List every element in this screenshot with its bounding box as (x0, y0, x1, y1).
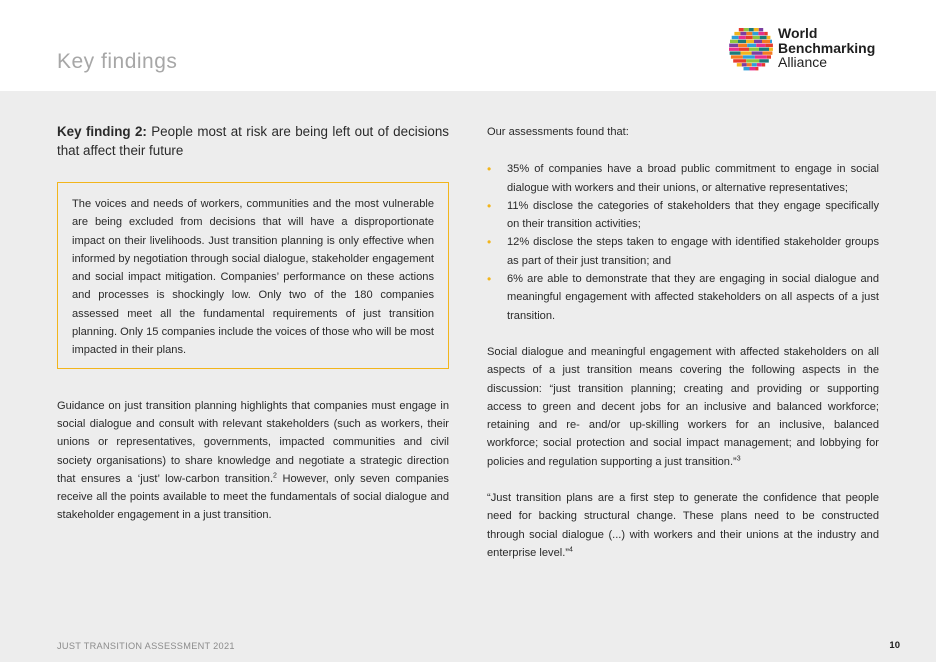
section-title: Key findings (57, 50, 178, 73)
logo-stripe (738, 44, 747, 47)
bullet-icon: • (487, 162, 492, 177)
bullet-text: 6% are able to demonstrate that they are engaging in social dialogue and meaningful engagement with affected stakeholders on all aspects of a just transition. (507, 273, 879, 322)
bullet-text: 35% of companies have a broad public commitment to engage in social dialogue with workers and their unions, or alternative representatives; (507, 163, 879, 194)
assessment-intro: Our assessments found that: (487, 126, 629, 138)
logo-text (778, 26, 875, 70)
footnote-ref-2: 2 (273, 472, 277, 480)
logo-stripe (732, 36, 739, 39)
logo-stripe (747, 63, 752, 66)
logo-stripe (729, 44, 738, 47)
bullet-icon: • (487, 272, 492, 287)
list-item (487, 233, 879, 270)
logo-stripe (755, 55, 767, 58)
footnote-ref-4: 4 (569, 546, 573, 554)
key-finding-heading (57, 122, 449, 160)
logo-line-world: World (778, 25, 818, 41)
left-column (57, 122, 449, 525)
logo-stripe (752, 63, 757, 66)
logo-stripe (744, 28, 749, 31)
logo-stripe (734, 32, 740, 35)
logo-stripe (749, 48, 759, 51)
logo-stripe (757, 63, 762, 66)
logo-stripe (739, 48, 749, 51)
social-dialogue-text: Social dialogue and meaningful engagement with affected stakeholders on all aspects of a just transition means covering the following aspects in the discussion: “just transition planning; creating and providing or supporting access to green and decent jobs for an inclusive and balanced workforce; retaining and re- and/or up-skilling workers for an inclusive, balanced workforce; social protection and social impact management; and lobbying for policies and regulation supporting a just transition.” (487, 345, 879, 468)
logo-stripe (762, 63, 765, 66)
quote-paragraph (487, 489, 879, 562)
logo-stripe (749, 28, 754, 31)
list-item (487, 197, 879, 234)
logo-stripe (746, 59, 759, 62)
right-column (487, 122, 879, 562)
logo-stripe (769, 48, 773, 51)
list-item (487, 270, 879, 325)
logo-stripe (733, 59, 746, 62)
logo-stripe (756, 44, 765, 47)
guidance-text-1: Guidance on just transition planning highlights that companies must engage in social dialogue and consult with relevant stakeholders (such as workers, their unions or representatives, governments, impacted communities and civil society organisations) to share knowledge and negotiate a strategic direction that ensures a ‘just’ low-carbon transition. (57, 399, 449, 485)
footer-report-title: JUST TRANSITION ASSESSMENT 2021 (57, 641, 235, 651)
logo-stripe (730, 40, 738, 43)
page-number: 10 (889, 640, 900, 651)
logo-stripe (752, 51, 763, 54)
logo-stripe (746, 32, 752, 35)
logo-stripe (767, 55, 771, 58)
callout-box (57, 182, 449, 369)
logo-mark-icon (728, 24, 774, 72)
logo-stripe (742, 63, 747, 66)
guidance-text-2: However, only seven companies receive all the points available to meet the fundamentals of social dialogue and stakeholder engagement in a just transition. (57, 472, 449, 522)
logo-stripe (747, 44, 756, 47)
logo-stripe (740, 32, 746, 35)
logo-stripe (729, 48, 739, 51)
logo-stripe (739, 36, 746, 39)
logo-stripe (746, 40, 754, 43)
logo-stripe (770, 40, 772, 43)
logo-stripe (756, 67, 759, 70)
logo-stripe (746, 36, 753, 39)
logo-stripe (741, 51, 752, 54)
social-dialogue-paragraph (487, 343, 879, 471)
page-header (0, 0, 936, 91)
findings-list (487, 160, 879, 325)
key-finding-title: People most at risk are being left out of decisions that affect their future (57, 124, 449, 158)
logo-stripe (758, 32, 764, 35)
logo-stripe (765, 44, 773, 47)
logo-stripe (753, 36, 760, 39)
footnote-ref-3: 3 (736, 455, 741, 463)
logo-stripe (743, 55, 755, 58)
bullet-icon: • (487, 198, 492, 213)
logo-stripe (763, 51, 773, 54)
list-item (487, 160, 879, 197)
logo-stripe (750, 67, 756, 70)
logo-stripe (739, 28, 744, 31)
logo-stripe (759, 48, 769, 51)
logo-stripe (737, 63, 742, 66)
key-finding-label: Key finding 2: (57, 124, 147, 139)
logo-line-alliance: Alliance (778, 54, 828, 70)
logo-stripe (731, 55, 743, 58)
logo-stripe (767, 36, 771, 39)
logo-stripe (744, 67, 750, 70)
logo-stripe (760, 36, 767, 39)
logo-stripe (759, 28, 763, 31)
logo-line-benchmarking: Benchmarking (778, 39, 876, 56)
wba-logo (728, 24, 888, 72)
logo-stripe (762, 40, 770, 43)
logo-stripe (738, 40, 746, 43)
bullet-text: 12% disclose the steps taken to engage with identified stakeholder groups as part of their just transition; and (507, 236, 879, 267)
quote-text: “Just transition plans are a first step to generate the confidence that people need for backing structural change. These plans need to be constructed through social dialogue (...) with workers and their unions at the industry and enterprise level.” (487, 492, 879, 559)
guidance-paragraph (57, 397, 449, 525)
logo-stripe (754, 40, 762, 43)
logo-stripe (730, 51, 741, 54)
bullet-icon: • (487, 235, 492, 250)
logo-stripe (754, 28, 759, 31)
callout-text: The voices and needs of workers, communities and the most vulnerable are being excluded from decisions that will have a disproportionate impact on their livelihoods. Just transition planning is only effective when informed by negotiation through social dialogue, stakeholder engagement and social impact mitigation. Companies’ performance on these actions and processes is shockingly low. Only two of the 180 companies assessed meet all the fundamental requirements of just transition planning. Only 15 companies include the voices of those who will be most impacted in their plans. (72, 198, 434, 357)
bullet-text: 11% disclose the categories of stakeholders that they engage specifically on their transition activities; (507, 199, 879, 231)
logo-stripe (759, 59, 769, 62)
logo-stripe (752, 32, 758, 35)
logo-stripe (764, 32, 767, 35)
